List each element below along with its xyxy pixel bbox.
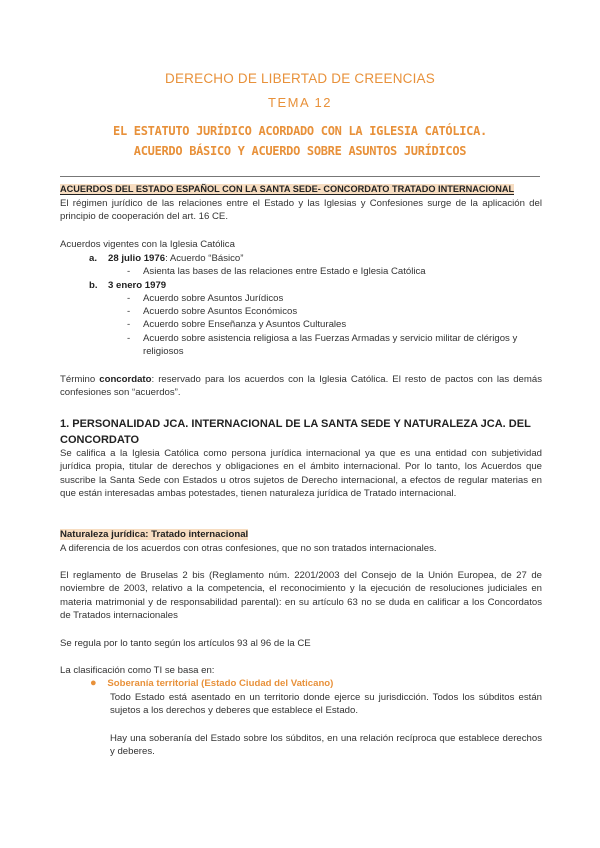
regula-text: Se regula por lo tanto según los artículos 93 al 96 de la CE bbox=[60, 638, 311, 649]
soberania-p2: Hay una soberanía del Estado sobre los súbditos, en una relación recíproca que establece derechos y deberes. bbox=[110, 733, 542, 758]
list-item: a. 28 julio 1976: Acuerdo “Básico” bbox=[89, 253, 244, 264]
clasificacion-text: La clasificación como TI se basa en: bbox=[60, 665, 215, 676]
document-subtitle: EL ESTATUTO JURÍDICO ACORDADO CON LA IGLESIA CATÓLICA. ACUERDO BÁSICO Y ACUERDO SOBRE ASUNTOS JURÍDICOS bbox=[113, 124, 487, 158]
sub-list-item: - Asienta las bases de las relaciones entre Estado e Iglesia Católica bbox=[127, 266, 426, 278]
sub-list-item: - Acuerdo sobre Enseñanza y Asuntos Culturales bbox=[127, 319, 347, 331]
soberania-bullet bbox=[90, 677, 550, 690]
reglamento-paragraph: El reglamento de Bruselas 2 bis (Reglamento núm. 2201/2003 del Consejo de la Unión Europea, de 27 de noviembre de 2003, relativo a la competencia, el reconocimiento y la ejecución de resoluciones judiciales en materia matrimonial y de responsabilidad parental): en su artículo 63 no se duda en calificar a los Concordatos de Tratados internacionales bbox=[60, 570, 542, 621]
termino-paragraph: Término concordato: reservado para los acuerdos con la Iglesia Católica. El resto de pactos con las demás confesiones son “acuerdos”. bbox=[60, 374, 542, 399]
tema-label: TEMA 12 bbox=[268, 95, 332, 110]
naturaleza-heading: Naturaleza jurídica: Tratado internacional bbox=[60, 529, 249, 540]
vigentes-label: Acuerdos vigentes con la Iglesia Católica bbox=[60, 239, 235, 250]
soberania-p1: Todo Estado está asentado en un territorio donde ejerce su jurisdicción. Todos los súbditos están sujetos a los derechos y deberes que establece el Estado. bbox=[110, 692, 542, 717]
acuerdos-intro: El régimen jurídico de las relaciones entre el Estado y las Iglesias y Confesiones surge de la aplicación del principio de cooperación del art. 16 CE. bbox=[60, 198, 542, 223]
acuerdos-heading: ACUERDOS DEL ESTADO ESPAÑOL CON LA SANTA SEDE- CONCORDATO TRATADO INTERNACIONAL bbox=[60, 184, 515, 194]
section-1-heading: 1. PERSONALIDAD JCA. INTERNACIONAL DE LA SANTA SEDE Y NATURALEZA JCA. DEL CONCORDATO bbox=[60, 418, 531, 446]
section-1-paragraph: Se califica a la Iglesia Católica como persona jurídica internacional ya que es una entidad con subjetividad jurídica propia, titular de derechos y obligaciones en el ámbito internacional. Por lo tanto, los Acuerdos que suscribe la Santa Sede con Estados u otros sujetos de Derecho internacional, a efectos de regular materias en que están interesadas ambas potestades, tienen naturaleza jurídica de Tratado internacional. bbox=[60, 448, 542, 499]
sub-list-item: - Acuerdo sobre Asuntos Jurídicos bbox=[127, 292, 284, 304]
sub-list-item: - Acuerdo sobre Asuntos Económicos bbox=[127, 306, 298, 318]
naturaleza-text: A diferencia de los acuerdos con otras confesiones, que no son tratados internacionales. bbox=[60, 543, 437, 554]
bullet-dot-icon: ● bbox=[90, 677, 97, 689]
title-divider bbox=[60, 176, 540, 177]
sub-list-item: - Acuerdo sobre asistencia religiosa a las Fuerzas Armadas y servicio militar de clérigos y religiosos bbox=[127, 332, 518, 358]
list-item: b. 3 enero 1979 bbox=[89, 279, 167, 291]
soberania-heading: Soberanía territorial (Estado Ciudad del Vaticano) bbox=[107, 678, 334, 689]
acuerdos-list bbox=[89, 252, 549, 358]
document-title: DERECHO DE LIBERTAD DE CREENCIAS bbox=[165, 71, 435, 86]
